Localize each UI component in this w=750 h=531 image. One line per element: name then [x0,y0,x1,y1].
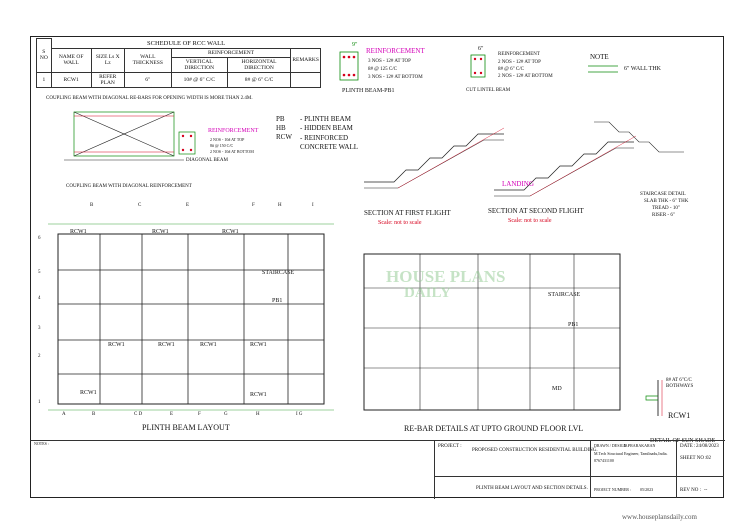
grid-bottom-g: G [224,412,228,417]
plan-rcw-9: RCW1 [250,392,267,398]
grid-bottom-cd: C D [134,412,143,417]
grid-left-2: 2 [38,354,41,359]
legend-rcw-desc: - REINFORCED CONCRETE WALL [300,134,359,151]
row-size: REFER PLAN [91,72,124,87]
grid-top-c: C [138,203,142,208]
plan-rcw-4: RCW1 [108,342,125,348]
grid-top-i: I [312,203,314,208]
pb-caption: PLINTH BEAM-PB1 [342,88,395,94]
plan-rcw-1: RCW1 [70,229,87,235]
rebar-pb1: PB1 [568,322,579,328]
grid-top-e: E [186,203,190,208]
row-sno: 1 [37,72,52,87]
sheet-no-label: SHEET NO : [680,456,707,461]
legend-pb-code: PB [276,115,285,123]
cl-line-3: 2 NOS - 12# AT BOTTOM [498,74,553,79]
legend-hb-desc: - HIDDEN BEAM [300,124,353,132]
plan-rcw-7: RCW1 [250,342,267,348]
title-block-vdivider-2 [676,440,677,498]
col-size: SIZE Ls X Lz [91,48,124,72]
cl-caption: CUT LINTEL BEAM [466,88,511,93]
date-label: DATE : [680,444,696,449]
legend-pb-desc: - PLINTH BEAM [300,115,351,123]
project-name: PROPOSED CONSTRUCTION RESIDENTIAL BUILDING. [472,448,598,453]
legend-rcw-code: RCW [276,133,292,141]
watermark-line-1: HOUSE PLANS [386,267,506,286]
row-name: RCW1 [51,72,91,87]
plinth-layout-title: PLINTH BEAM LAYOUT [142,423,230,432]
grid-top-f: F [252,203,255,208]
schedule-title: SCHEDULE OF RCC WALL [51,39,320,49]
stair-detail-1: STAIRCASE DETAIL [640,192,686,197]
stair-detail-4: RISER - 6" [652,213,675,218]
plinth-layout-drawing [48,214,334,414]
cl-line-2: 8# @ 6" C/C [498,67,524,72]
grid-left-4: 4 [38,296,41,301]
note-text: 6" WALL THK [624,66,662,72]
coupling-line-1: 2 NOS - 10# AT TOP [210,137,245,142]
section-second-scale: Scale: not to scale [508,218,552,224]
col-horizontal: HORIZONTAL DIRECTION [227,57,291,72]
notes-title: NOTES : [34,441,49,446]
sheet-title: PLINTH BEAM LAYOUT AND SECTION DETAILS. [476,486,588,491]
col-remarks: REMARKS [291,48,321,72]
cl-section-icon [468,53,488,79]
rcc-wall-schedule [36,38,321,88]
rev-label: REV NO : [680,488,702,493]
rebar-md: MD [552,386,562,392]
grid-bottom-ig: I G [296,412,303,417]
pb-line-3: 3 NOS - 12# AT BOTTOM [368,75,423,80]
row-remarks [291,72,321,87]
date-value: 24/08/2023 [696,444,719,449]
grid-top-b: B [90,203,94,208]
stair-detail-2: SLAB THK - 6" THK [644,199,689,204]
rebar-staircase: STAIRCASE [548,292,581,298]
landing-label: LANDING [502,180,534,188]
coupling-section-icon [176,130,200,156]
row-horizontal: 8# @ 6" C/C [227,72,291,87]
sunshade-text: 8# AT 6"C/C BOTHWAYS [666,378,694,389]
col-reinforcement: REINFORCEMENT [171,48,291,57]
grid-bottom-f: F [198,412,201,417]
col-sno: S NO [37,39,52,73]
wall-thk-icon [586,64,620,74]
grid-left-3: 3 [38,326,41,331]
diagonal-beam-label: DIAGONAL BEAM [186,158,228,163]
drawn-name: D.PRABAKARAN [624,443,656,448]
plan-rcw-6: RCW1 [200,342,217,348]
section-first-scale: Scale: not to scale [378,220,422,226]
project-label: PROJECT : [438,444,462,449]
rebar-title: RE-BAR DETAILS AT UPTO GROUND FLOOR LVL [404,424,584,433]
col-name: NAME OF WALL [51,48,91,72]
grid-bottom-b: B [92,412,96,417]
rev-value: -- [704,488,708,493]
title-block-divider [434,476,724,477]
cl-dim: 6" [478,46,484,52]
pb-reinf-title: REINFORCEMENT [366,47,425,55]
pb-dim: 9" [352,42,358,48]
col-vertical: VERTICAL DIRECTION [171,57,227,72]
plan-staircase: STAIRCASE [262,270,295,276]
grid-bottom-h: H [256,412,260,417]
grid-bottom-a: A [62,412,66,417]
plan-rcw-3: RCW1 [222,229,239,235]
plan-rcw-8: RCW1 [80,390,97,396]
stair-detail-3: TREAD - 10" [652,206,680,211]
cl-line-1: 2 NOS - 12# AT TOP [498,60,541,65]
coupling-reinf-title: REINFORCEMENT [208,128,259,134]
coupling-line-2: 8# @ 150 C/C [210,143,234,148]
drawn-label: DRAWN / DESIGN : [594,443,629,448]
pb-section-icon [336,50,362,82]
sunshade-label: RCW1 [668,411,691,420]
grid-left-5: 5 [38,270,41,275]
qualification: M.Tech Structural Engineer, Tamilnadu,India. [594,451,668,456]
plan-rcw-5: RCW1 [158,342,175,348]
project-no-label: PROJECT NUMBER : [594,487,632,492]
plan-pb1: PB1 [272,298,283,304]
pb-line-1: 3 NOS - 12# AT TOP [368,59,411,64]
pb-line-2: 8# @ 125 C/C [368,67,397,72]
row-vertical: 10# @ 6" C/C [171,72,227,87]
legend-hb-code: HB [276,124,286,132]
grid-left-1: 1 [38,400,41,405]
sunshade-caption: DETAIL OF SUN SHADE [650,438,716,444]
section-first-title: SECTION AT FIRST FLIGHT [364,209,451,217]
section-second-title: SECTION AT SECOND FLIGHT [488,207,584,215]
coupling-line-3: 2 NOS - 10# AT BOTTOM [210,149,254,154]
grid-left-6: 6 [38,236,41,241]
note-title: NOTE [590,53,609,61]
row-thickness: 6" [124,72,171,87]
plan-rcw-2: RCW1 [152,229,169,235]
grid-top-h: H [278,203,282,208]
cl-reinf-title: REINFORCEMENT [498,52,540,57]
project-no-value: 05/2023 [640,487,654,492]
sheet-no-value: 02 [706,456,711,461]
phone: 8767431100 [594,458,614,463]
coupling-caption: COUPLING BEAM WITH DIAGONAL REINFORCEMENT [66,184,192,189]
grid-bottom-e: E [170,412,174,417]
watermark-line-2: DAILY [404,285,451,301]
col-thickness: WALL THICKNESS [124,48,171,72]
notes-panel [30,440,434,499]
coupling-heading: COUPLING BEAM WITH DIAGONAL RE-BARS FOR OPENING WIDTH IS MORE THAN 2.4M. [46,96,253,101]
footer-url[interactable]: www.houseplansdaily.com [622,513,697,521]
